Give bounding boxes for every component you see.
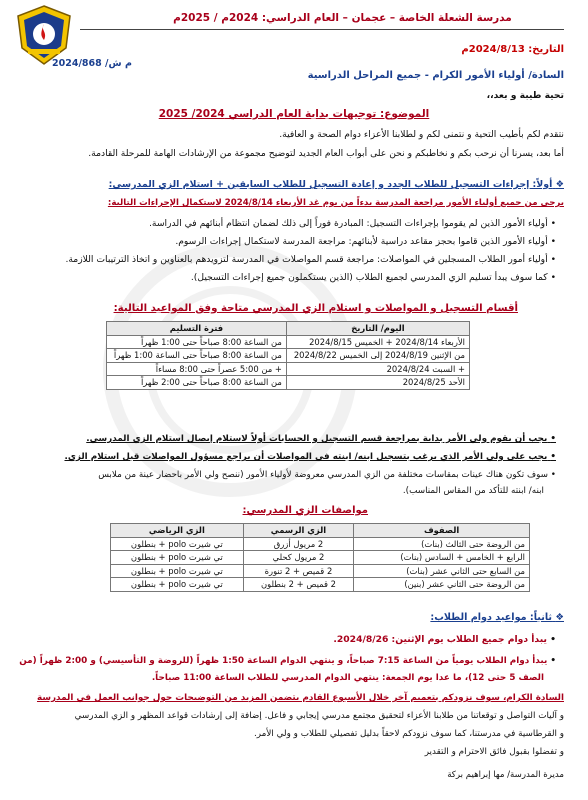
bullet-icon: • [550, 236, 556, 247]
section1-note: يرجى من جميع أولياء الأمور مراجعة المدرسة بدءاً من يوم غد الأربعاء 2024/8/14 لاستكمال الإجراءات التالية: [107, 198, 564, 208]
school-logo [14, 4, 74, 66]
closing-p1: السادة الكرام، سوف نزودكم بتعميم آخر خلال الأسبوع القادم يتضمن المزيد من التوضيحات حول جوانب العمل في المدرسة [36, 693, 564, 703]
bullet-icon: • [550, 434, 556, 444]
table-row: + السبت 2024/8/24 + من 5:00 عصراً حتى 8:00 مساءاً [107, 362, 470, 376]
note-3-cont: ابنه/ ابنته للتأكد من المقاس المناسب). [402, 486, 544, 496]
s1-bullet-4: • كما سوف يبدأ تسليم الزي المدرسي لجميع الطلاب (الذين يستكملون جميع إجراءات التسجيل). [190, 272, 556, 283]
schedule-table [106, 321, 470, 390]
greeting: تحية طيبة و بعد،، [486, 90, 564, 101]
table-row: من الإثنين 2024/8/19 إلى الخميس 2024/8/22 من الساعة 8:00 صباحاً حتى الساعة 1:00 ظهراً [107, 349, 470, 363]
signature: مديرة المدرسة/ مها إبراهيم بركة [447, 770, 564, 780]
uniform-title: مواصفات الزي المدرسي: [242, 505, 368, 516]
bullet-icon: • [550, 634, 556, 645]
schedule-title: أقسام التسجيل و المواصلات و استلام الزي المدرسي متاحة وفق المواعيد التالية: [113, 303, 518, 314]
s1-bullet-2: • أولياء الأمور الذين قاموا بحجز مقاعد دراسية لأبنائهم: مراجعة المدرسة لاستكمال إجراءات الرسوم. [175, 236, 556, 247]
header-divider [80, 29, 564, 30]
bullet-icon: • [550, 452, 556, 462]
schedule-header-day: اليوم/ التاريخ [286, 322, 469, 336]
note-1: • يجب أن يقوم ولي الأمر بداية بمراجعة قسم التسجيل و الحسابات أولاً لاستلام إيصال استلام الزي المدرسي. [86, 434, 556, 444]
s2-bullet-1: • يبدأ دوام جميع الطلاب يوم الإثنين: 2024/8/26. [333, 634, 556, 645]
section2-title: ❖ ثانياً: مواعيد دوام الطلاب: [430, 612, 564, 623]
s1-bullet-1: • أولياء الأمور الذين لم يقوموا بإجراءات التسجيل: المبادرة فوراً إلى ذلك لضمان انتظام أبنائهم في الدراسة. [148, 218, 556, 229]
bullet-icon: • [550, 218, 556, 229]
table-row: من الروضة حتى الثاني عشر (بنين) 2 قميص + 2 بنطلون تي شيرت polo + بنطلون [111, 578, 530, 592]
subject-line [0, 108, 588, 121]
bullet-icon: • [550, 272, 556, 283]
reference-number: م ش/ 2024/868 [52, 58, 132, 69]
table-row: من الروضة حتى الثالث (بنات) 2 مريول أزرق تي شيرت polo + بنطلون [111, 537, 530, 551]
bullet-icon: • [550, 656, 556, 666]
section1-title: ❖ أولاً: إجراءات التسجيل للطلاب الجدد و إعادة التسجيل للطلاب السابقين + استلام الزي المدرسي: [108, 179, 564, 190]
uniform-table: الصفوف الزي الرسمي الزي الرياضي من الروضة حتى الثالث (بنات) 2 مريول أزرق تي شيرت polo + بنطلون الرابع + الخامس + السادس (بنات) 2 مريول كحلي تي شيرت polo + بنطلون من السابع حتى الثاني عشر (بنات) 2 قميص + 2 تنورة تي شيرت polo + بنطلون من الروضة حتى الثاني عشر (بنين) 2 قميص + 2 بنطلون تي شيرت polo + بنطلون [110, 523, 530, 592]
s2-bullet-2-cont: الصف 5 حتى 12)، ما عدا يوم الجمعة: ينتهي الدوام المدرسي للطلاب الساعة 11:00 صباحاً. [151, 673, 544, 683]
closing-p3: و القرطاسية في مدرستنا، كما سوف نزودكم لاحقاً بدليل تفصيلي للطلاب و ولي الأمر. [253, 729, 564, 739]
intro-paragraph-1: نتقدم لكم بأطيب التحية و نتمنى لكم و لطلابنا الأعزاء دوام الصحة و العافية. [279, 129, 564, 140]
bullet-icon: • [550, 470, 556, 480]
table-row: الأربعاء 2024/8/14 + الخميس 2024/8/15 من الساعة 8:00 صباحاً حتى 1:00 ظهراً [107, 335, 470, 349]
closing-p4: و تفضلوا بقبول فائق الاحترام و التقدير [424, 747, 564, 757]
intro-paragraph-2: أما بعد، يسرنا أن نرحب بكم و نخاطبكم و نحن على أبواب العام الجديد لتوضيح مجموعة من الإرشادات الهامة للمرحلة القادمة. [88, 148, 564, 159]
diamond-bullet-icon: ❖ [555, 179, 564, 190]
table-row: من السابع حتى الثاني عشر (بنات) 2 قميص + 2 تنورة تي شيرت polo + بنطلون [111, 564, 530, 578]
bullet-icon: • [550, 254, 556, 265]
closing-p2: و آليات التواصل و توقعاتنا من طلابنا الأعزاء لتحقيق مجتمع مدرسي إيجابي و فاعل. إضافة إلى إرشادات قواعد المظهر و الزي المدرسي [74, 711, 564, 721]
note-2: • يجب على ولي الأمر الذي يرغب بتسجيل ابنه/ ابنته في المواصلات أن يراجع مسؤول المواصلات قبل استلام الزي. [64, 452, 556, 462]
addressee: السادة/ أولياء الأمور الكرام - جميع المراحل الدراسية [307, 70, 564, 81]
note-3: • سوف تكون هناك عينات بمقاسات مختلفة من الزي المدرسي معروضة لأولياء الأمور (ننصح ولي الأمر باحضار عينة من ملابس [98, 470, 556, 480]
table-row: الرابع + الخامس + السادس (بنات) 2 مريول كحلي تي شيرت polo + بنطلون [111, 551, 530, 565]
subject-text: الموضوع: توجيهات بداية العام الدراسي 2024/ 2025 [158, 108, 430, 120]
schedule-header-period: فترة التسليم [107, 322, 287, 336]
s2-bullet-2: • يبدأ دوام الطلاب يومياً من الساعة 7:15 صباحاً، و ينتهي الدوام الساعة 1:50 ظهراً (للروضة و التأسيسي) و 2:00 ظهراً (من [19, 656, 556, 666]
school-header: مدرسة الشعلة الخاصة – عجمان – العام الدراسي: 2024م / 2025م [173, 12, 512, 24]
letter-date: التاريخ: 2024/8/13م [461, 44, 564, 55]
s1-bullet-3: • أولياء أمور الطلاب المسجلين في المواصلات: مراجعة قسم المواصلات في المدرسة لتزويدهم بالعناوين و اتخاذ الترتيبات اللازمة. [65, 254, 556, 265]
diamond-bullet-icon: ❖ [555, 612, 564, 623]
table-row: الأحد 2024/8/25 من الساعة 8:00 صباحاً حتى 2:00 ظهراً [107, 376, 470, 390]
